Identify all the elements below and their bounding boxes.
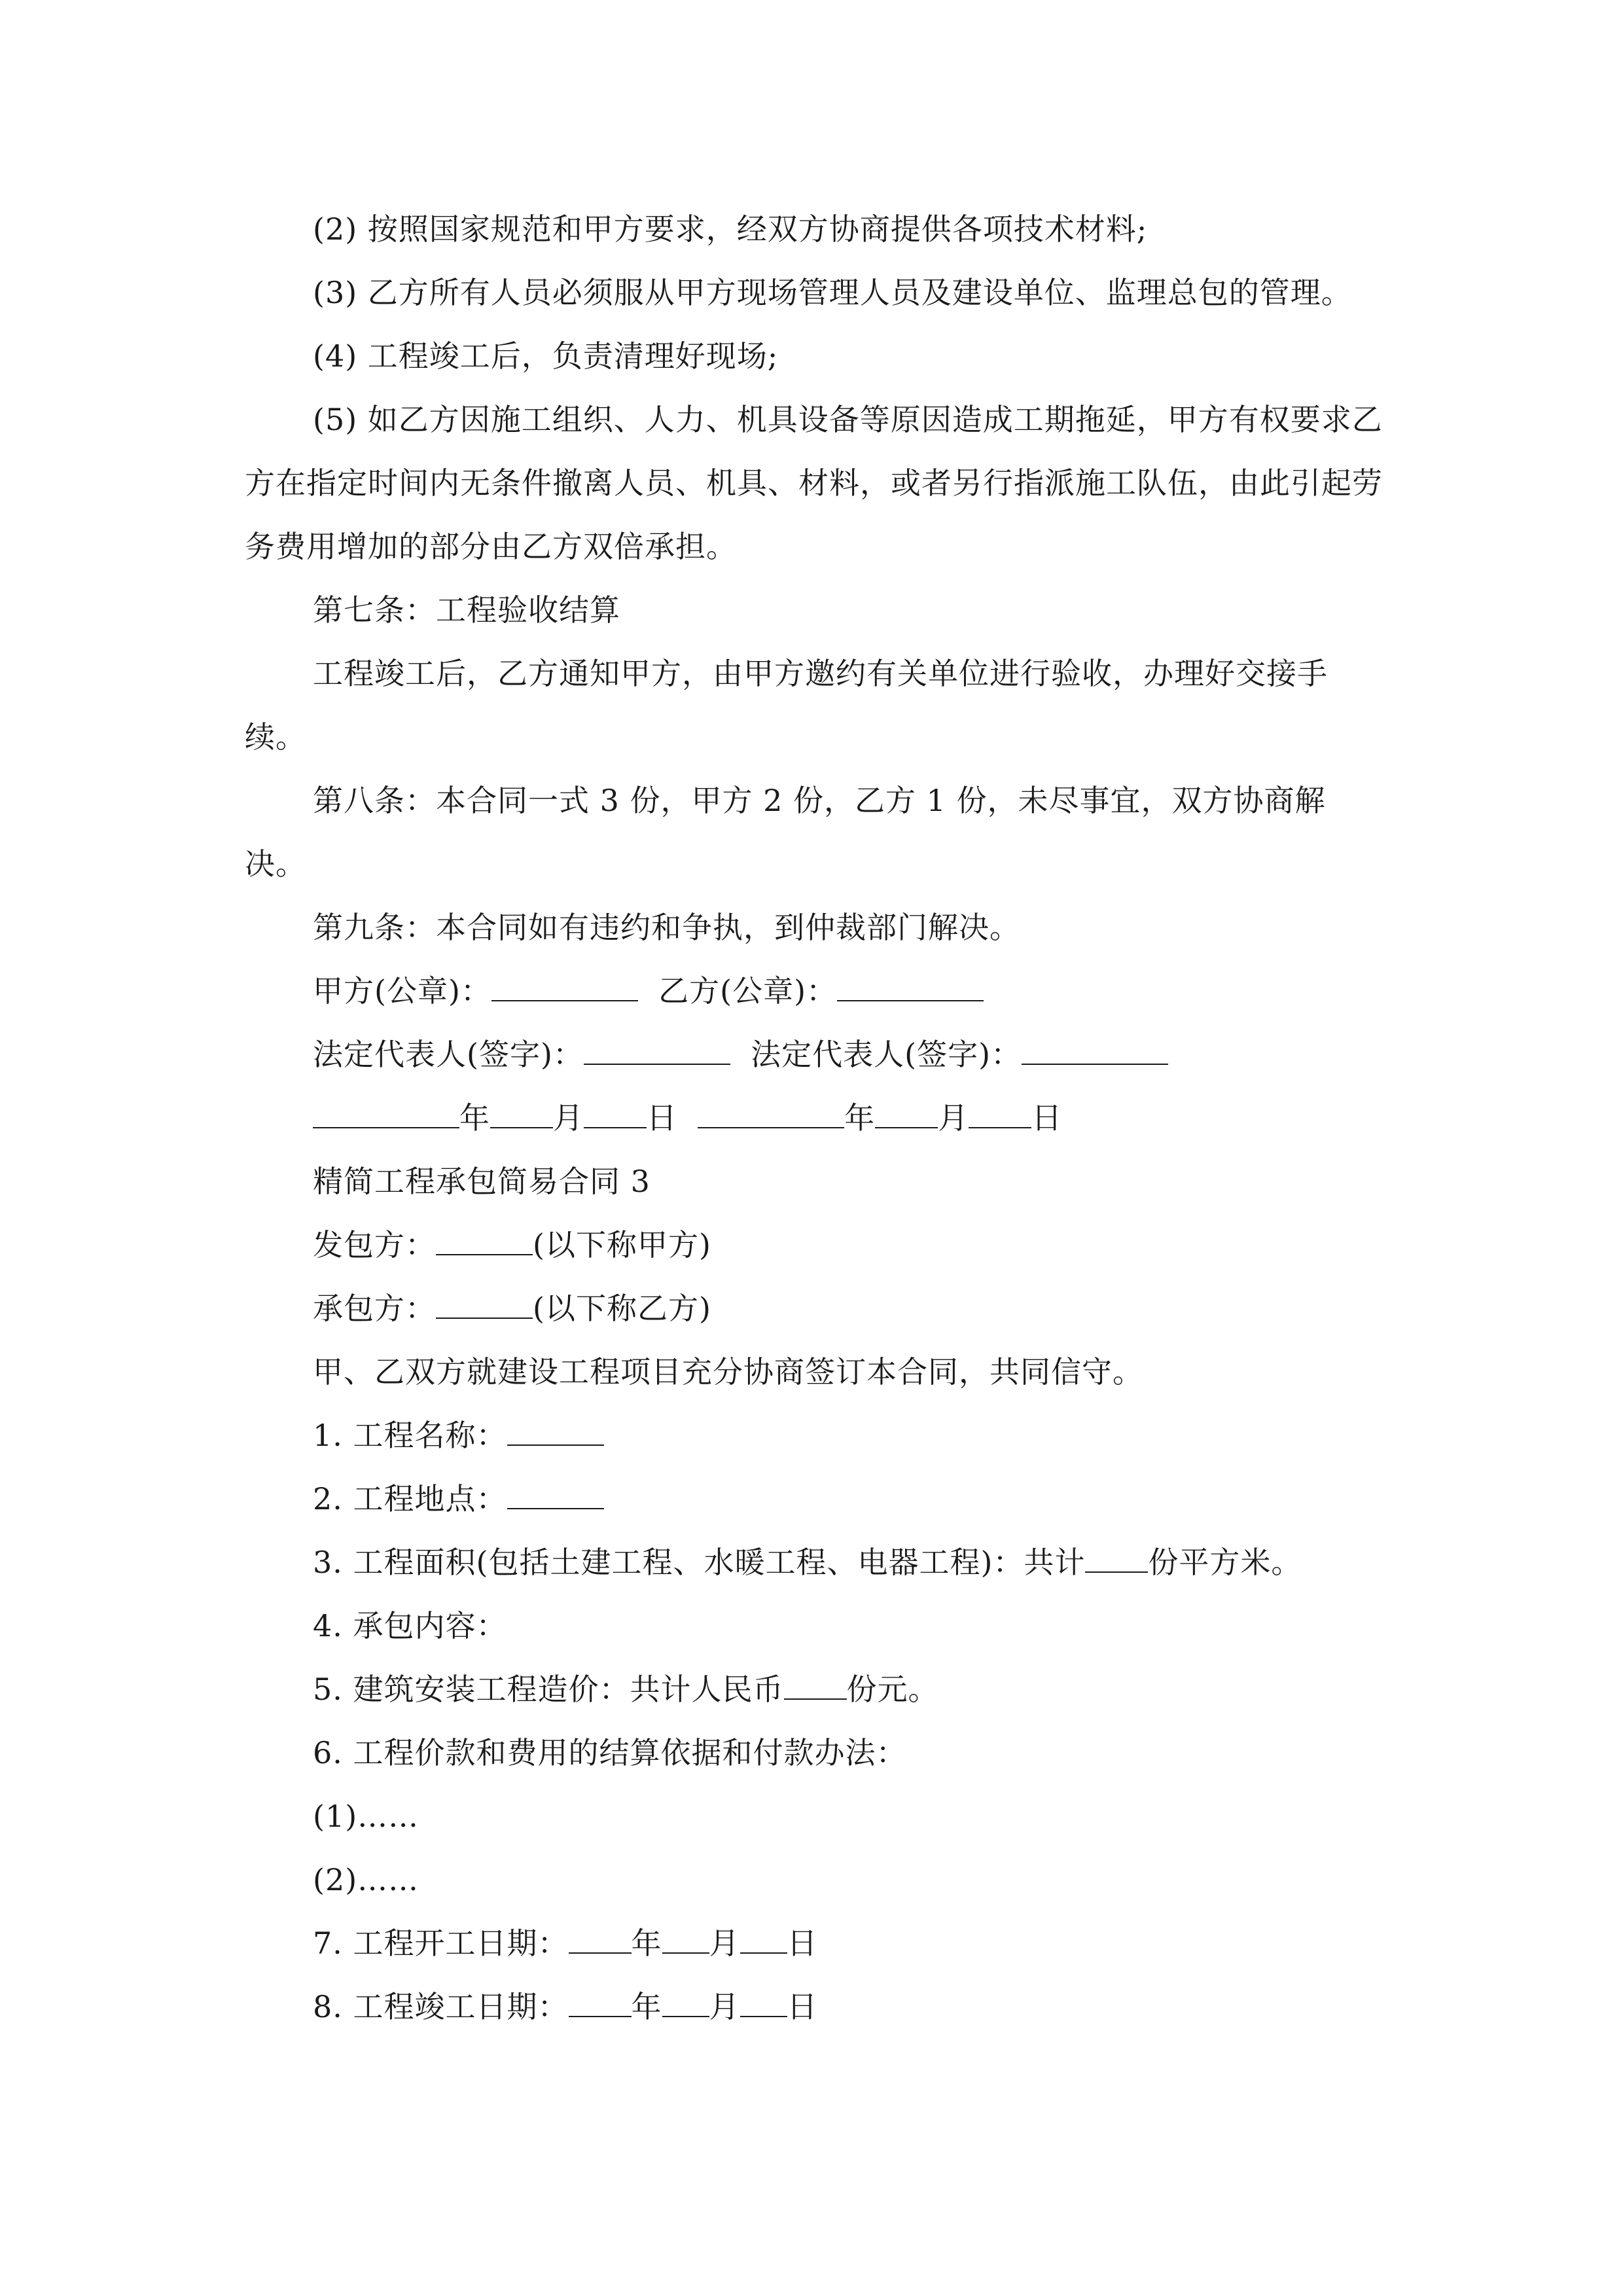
rep-a-blank — [584, 1027, 730, 1065]
contractor-line — [245, 1277, 1383, 1340]
construction-cost-blank — [784, 1662, 847, 1700]
date-b-year-label: 年 — [844, 1100, 876, 1136]
project-name-label: 1. 工程名称： — [313, 1418, 507, 1453]
article-8: 第八条：本合同一式 3 份，甲方 2 份，乙方 1 份，未尽事宜，双方协商解决。 — [245, 783, 1326, 882]
start-year-label: 年 — [631, 1926, 662, 1961]
signing-date-line — [245, 1086, 1383, 1150]
date-b-year-blank — [698, 1090, 844, 1128]
payment-item-1: (1)…… — [313, 1799, 419, 1834]
completion-day-label: 日 — [787, 1989, 818, 2024]
clause-item-3: (3) 乙方所有人员必须服从甲方现场管理人员及建设单位、监理总包的管理。 — [313, 275, 1352, 310]
clause-item-4: (4) 工程竣工后，负责清理好现场; — [313, 338, 779, 374]
contract-text — [245, 198, 1383, 2039]
contractor-blank — [436, 1281, 533, 1319]
date-a-year-blank — [313, 1090, 459, 1128]
party-b-seal-blank — [837, 963, 984, 1001]
project-location-blank — [507, 1471, 604, 1509]
party-b-seal-label: 乙方(公章)： — [658, 973, 838, 1009]
project-name-line — [245, 1404, 1383, 1467]
representative-line — [245, 1023, 1383, 1086]
payment-method-line: 6. 工程价款和费用的结算依据和付款办法： — [313, 1735, 907, 1770]
date-b-month-label: 月 — [938, 1100, 969, 1136]
date-b-month-blank — [875, 1090, 938, 1128]
project-area-suffix: 份平方米。 — [1148, 1545, 1302, 1580]
start-month-blank — [662, 1916, 709, 1954]
article-7-body: 工程竣工后，乙方通知甲方，由甲方邀约有关单位进行验收，办理好交接手续。 — [245, 656, 1328, 755]
contract-scope-line: 4. 承包内容： — [313, 1608, 507, 1643]
contract-3-intro: 甲、乙双方就建设工程项目充分协商签订本合同，共同信守。 — [313, 1354, 1143, 1390]
contractor-suffix: (以下称乙方) — [533, 1291, 711, 1326]
completion-date-label: 8. 工程竣工日期： — [313, 1989, 569, 2024]
rep-a-label: 法定代表人(签字)： — [313, 1037, 584, 1072]
project-area-blank — [1085, 1535, 1148, 1573]
clause-item-2: (2) 按照国家规范和甲方要求，经双方协商提供各项技术材料; — [313, 211, 1148, 247]
seal-line — [245, 960, 1383, 1023]
project-name-blank — [507, 1408, 604, 1446]
date-a-year-label: 年 — [459, 1100, 490, 1136]
date-a-month-blank — [490, 1090, 553, 1128]
payment-item-2: (2)…… — [313, 1862, 419, 1897]
employer-line — [245, 1213, 1383, 1277]
start-date-line — [245, 1912, 1383, 1975]
article-9: 第九条：本合同如有违约和争执，到仲裁部门解决。 — [313, 910, 1020, 945]
start-day-label: 日 — [787, 1926, 818, 1961]
project-location-line — [245, 1467, 1383, 1531]
start-date-label: 7. 工程开工日期： — [313, 1926, 569, 1961]
employer-suffix: (以下称甲方) — [533, 1227, 711, 1263]
party-a-seal-blank — [491, 963, 638, 1001]
article-7-heading: 第七条：工程验收结算 — [313, 592, 620, 628]
completion-date-line — [245, 1975, 1383, 2039]
rep-b-label: 法定代表人(签字)： — [751, 1037, 1022, 1072]
start-month-label: 月 — [709, 1926, 740, 1961]
completion-month-blank — [662, 1979, 709, 2017]
construction-cost-suffix: 份元。 — [846, 1672, 939, 1707]
construction-cost-label: 5. 建筑安装工程造价：共计人民币 — [313, 1672, 784, 1707]
start-day-blank — [740, 1916, 787, 1954]
date-a-month-label: 月 — [553, 1100, 584, 1136]
construction-cost-line — [245, 1658, 1383, 1721]
completion-day-blank — [740, 1979, 787, 2017]
contract-3-title: 精简工程承包简易合同 3 — [313, 1164, 651, 1199]
date-a-day-blank — [584, 1090, 647, 1128]
rep-b-blank — [1022, 1027, 1168, 1065]
completion-month-label: 月 — [709, 1989, 740, 2024]
employer-blank — [436, 1217, 533, 1255]
project-area-line — [245, 1531, 1383, 1594]
clause-item-5: (5) 如乙方因施工组织、人力、机具设备等原因造成工期拖延，甲方有权要求乙方在指定时间内无条件撤离人员、机具、材料，或者另行指派施工队伍，由此引起劳务费用增加的部分由乙方双倍承担。 — [245, 402, 1383, 564]
date-b-day-label: 日 — [1031, 1100, 1063, 1136]
party-a-seal-label: 甲方(公章)： — [313, 973, 491, 1009]
employer-label: 发包方： — [313, 1227, 436, 1263]
start-year-blank — [569, 1916, 632, 1954]
contractor-label: 承包方： — [313, 1291, 436, 1326]
project-area-label: 3. 工程面积(包括土建工程、水暖工程、电器工程)：共计 — [313, 1545, 1086, 1580]
date-a-day-label: 日 — [647, 1100, 677, 1136]
completion-year-label: 年 — [631, 1989, 662, 2024]
date-b-day-blank — [969, 1090, 1031, 1128]
project-location-label: 2. 工程地点： — [313, 1481, 507, 1516]
completion-year-blank — [569, 1979, 632, 2017]
